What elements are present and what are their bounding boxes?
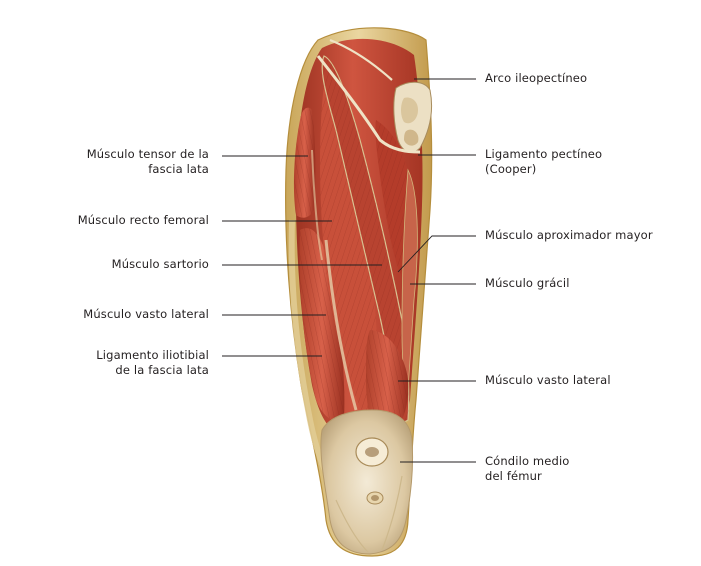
label-recto-femoral: Músculo recto femoral — [77, 213, 209, 227]
label-ligamento-iliotibial: Ligamento iliotibial de la fascia lata — [96, 348, 209, 377]
knee-capsule — [321, 410, 413, 554]
label-vasto-lateral-right: Músculo vasto lateral — [485, 373, 611, 387]
label-condilo-medio: Cóndilo medio del fémur — [485, 454, 570, 483]
label-arco-ileopectineo: Arco ileopectíneo — [485, 71, 588, 85]
label-gracil: Músculo grácil — [485, 276, 570, 290]
label-vasto-lateral: Músculo vasto lateral — [83, 307, 209, 321]
label-sartorio: Músculo sartorio — [111, 257, 209, 271]
label-ligamento-pectineo: Ligamento pectíneo (Cooper) — [485, 147, 603, 176]
label-tensor-fascia-lata: Músculo tensor de la fascia lata — [86, 147, 209, 176]
label-aproximador-mayor: Músculo aproximador mayor — [485, 228, 653, 242]
